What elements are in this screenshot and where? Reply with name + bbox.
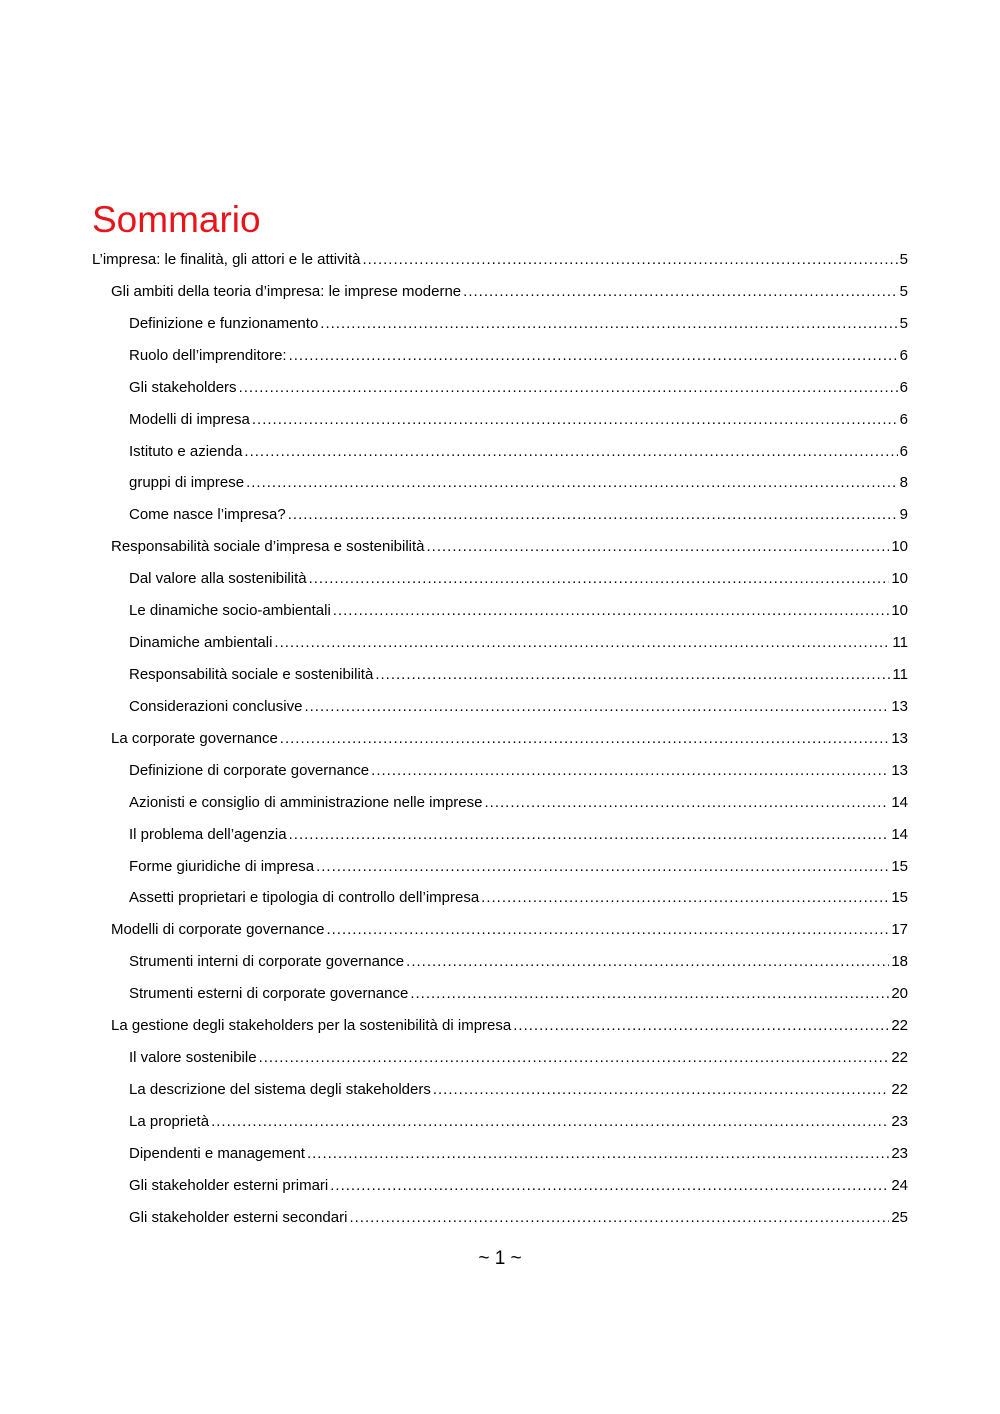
- toc-leader-dots: [244, 436, 897, 468]
- toc-entry[interactable]: [92, 372, 908, 404]
- toc-entry[interactable]: [92, 499, 908, 531]
- toc-entry-label: Modelli di corporate governance: [111, 921, 325, 939]
- toc-entry-page: 25: [891, 1208, 908, 1226]
- toc-entry[interactable]: [92, 978, 908, 1010]
- toc-entry-label: Dal valore alla sostenibilità: [129, 570, 307, 588]
- toc-entry-label: Responsabilità sociale d’impresa e sostenibilità: [111, 538, 425, 556]
- toc-entry-label: Dinamiche ambientali: [129, 634, 273, 652]
- toc-entry-page: 6: [899, 410, 908, 428]
- toc-entry-label: Strumenti interni di corporate governance: [129, 953, 405, 971]
- toc-entry[interactable]: [92, 627, 908, 659]
- toc-entry-page: 9: [899, 506, 908, 524]
- table-of-contents: [92, 244, 908, 1234]
- toc-entry-label: Responsabilità sociale e sostenibilità: [129, 665, 374, 683]
- toc-leader-dots: [326, 914, 889, 946]
- toc-leader-dots: [463, 276, 898, 308]
- toc-entry-page: 11: [892, 634, 908, 652]
- toc-entry[interactable]: [92, 851, 908, 883]
- toc-entry-page: 14: [891, 825, 908, 843]
- toc-entry[interactable]: [92, 436, 908, 468]
- toc-entry-page: 6: [899, 378, 908, 396]
- toc-entry[interactable]: [92, 946, 908, 978]
- toc-leader-dots: [375, 659, 890, 691]
- toc-entry-label: Considerazioni conclusive: [129, 697, 303, 715]
- toc-entry-page: 15: [891, 889, 908, 907]
- toc-leader-dots: [259, 1042, 890, 1074]
- toc-leader-dots: [307, 1138, 889, 1170]
- toc-leader-dots: [330, 1170, 889, 1202]
- toc-entry-label: Le dinamiche socio-ambientali: [129, 602, 331, 620]
- toc-leader-dots: [333, 595, 890, 627]
- toc-leader-dots: [252, 404, 898, 436]
- toc-entry[interactable]: [92, 404, 908, 436]
- toc-leader-dots: [371, 755, 889, 787]
- toc-leader-dots: [481, 882, 889, 914]
- toc-leader-dots: [349, 1202, 889, 1234]
- toc-entry-page: 22: [891, 1017, 908, 1035]
- toc-entry[interactable]: [92, 595, 908, 627]
- toc-entry-page: 6: [899, 442, 908, 460]
- toc-entry-label: L’impresa: le finalità, gli attori e le attività: [92, 251, 361, 268]
- toc-entry-page: 15: [891, 857, 908, 875]
- toc-leader-dots: [289, 340, 898, 372]
- toc-entry[interactable]: [92, 244, 908, 276]
- toc-entry-label: Azionisti e consiglio di amministrazione nelle imprese: [129, 793, 483, 811]
- toc-entry[interactable]: [92, 467, 908, 499]
- toc-leader-dots: [280, 723, 890, 755]
- toc-entry[interactable]: [92, 1074, 908, 1106]
- toc-entry[interactable]: [92, 819, 908, 851]
- toc-entry-page: 17: [891, 921, 908, 939]
- toc-entry-label: Definizione e funzionamento: [129, 314, 319, 332]
- toc-entry[interactable]: [92, 914, 908, 946]
- toc-entry-label: Forme giuridiche di impresa: [129, 857, 315, 875]
- toc-leader-dots: [288, 499, 898, 531]
- toc-entry-page: 24: [891, 1176, 908, 1194]
- page-title: Sommario: [92, 199, 261, 240]
- toc-entry[interactable]: [92, 308, 908, 340]
- toc-entry-page: 18: [891, 953, 908, 971]
- toc-entry-page: 10: [891, 602, 908, 620]
- toc-entry-label: Assetti proprietari e tipologia di controllo dell’impresa: [129, 889, 480, 907]
- toc-entry-page: 5: [899, 251, 908, 268]
- toc-entry-page: 5: [899, 314, 908, 332]
- toc-entry-label: La corporate governance: [111, 729, 278, 747]
- toc-entry-label: Istituto e azienda: [129, 442, 243, 460]
- toc-leader-dots: [289, 819, 890, 851]
- toc-leader-dots: [274, 627, 890, 659]
- toc-entry-page: 23: [891, 1144, 908, 1162]
- toc-entry-label: Ruolo dell’imprenditore:: [129, 346, 287, 364]
- toc-entry[interactable]: [92, 691, 908, 723]
- toc-entry-page: 20: [891, 985, 908, 1003]
- toc-entry-label: Il valore sostenibile: [129, 1049, 257, 1067]
- toc-entry-label: Dipendenti e management: [129, 1144, 305, 1162]
- toc-entry-page: 23: [891, 1112, 908, 1130]
- toc-entry-page: 13: [891, 761, 908, 779]
- toc-leader-dots: [427, 531, 890, 563]
- toc-entry[interactable]: [92, 1010, 908, 1042]
- toc-leader-dots: [309, 563, 890, 595]
- toc-entry-page: 10: [891, 538, 908, 556]
- toc-leader-dots: [239, 372, 898, 404]
- toc-entry[interactable]: [92, 340, 908, 372]
- toc-leader-dots: [316, 851, 889, 883]
- toc-entry-page: 5: [899, 282, 908, 300]
- toc-entry-label: Gli ambiti della teoria d’impresa: le imprese moderne: [111, 282, 462, 300]
- toc-entry-page: 22: [891, 1080, 908, 1098]
- toc-entry-label: La descrizione del sistema degli stakeholders: [129, 1080, 431, 1098]
- toc-entry-label: La gestione degli stakeholders per la sostenibilità di impresa: [111, 1017, 512, 1035]
- toc-entry[interactable]: [92, 723, 908, 755]
- toc-entry-label: Gli stakeholder esterni secondari: [129, 1208, 348, 1226]
- toc-entry-label: Strumenti esterni di corporate governance: [129, 985, 409, 1003]
- toc-entry-label: gruppi di imprese: [129, 474, 245, 492]
- toc-leader-dots: [406, 946, 889, 978]
- toc-entry-page: 10: [891, 570, 908, 588]
- toc-entry[interactable]: [92, 787, 908, 819]
- toc-leader-dots: [433, 1074, 889, 1106]
- toc-entry[interactable]: [92, 1106, 908, 1138]
- toc-entry-label: La proprietà: [129, 1112, 210, 1130]
- toc-entry[interactable]: [92, 1042, 908, 1074]
- toc-entry-label: Gli stakeholder esterni primari: [129, 1176, 329, 1194]
- toc-leader-dots: [320, 308, 897, 340]
- toc-entry-page: 11: [892, 665, 908, 683]
- toc-entry[interactable]: [92, 531, 908, 563]
- toc-entry-page: 13: [891, 729, 908, 747]
- toc-entry-page: 6: [899, 346, 908, 364]
- toc-leader-dots: [246, 467, 898, 499]
- toc-leader-dots: [485, 787, 890, 819]
- toc-entry-label: Definizione di corporate governance: [129, 761, 370, 779]
- toc-entry[interactable]: [92, 659, 908, 691]
- toc-entry-label: Modelli di impresa: [129, 410, 250, 428]
- toc-entry[interactable]: [92, 1202, 908, 1234]
- toc-entry[interactable]: [92, 882, 908, 914]
- toc-entry-label: Gli stakeholders: [129, 378, 237, 396]
- toc-leader-dots: [211, 1106, 889, 1138]
- toc-entry-page: 22: [891, 1049, 908, 1067]
- page-number-footer: ~ 1 ~: [478, 1248, 522, 1269]
- toc-entry-page: 14: [891, 793, 908, 811]
- toc-leader-dots: [513, 1010, 889, 1042]
- toc-leader-dots: [304, 691, 889, 723]
- toc-leader-dots: [362, 244, 897, 276]
- toc-entry[interactable]: [92, 1138, 908, 1170]
- toc-leader-dots: [410, 978, 889, 1010]
- toc-entry[interactable]: [92, 1170, 908, 1202]
- toc-entry[interactable]: [92, 276, 908, 308]
- toc-entry[interactable]: [92, 563, 908, 595]
- toc-entry-label: Come nasce l’impresa?: [129, 506, 286, 524]
- toc-entry[interactable]: [92, 755, 908, 787]
- toc-entry-page: 13: [891, 697, 908, 715]
- toc-entry-page: 8: [899, 474, 908, 492]
- toc-entry-label: Il problema dell’agenzia: [129, 825, 287, 843]
